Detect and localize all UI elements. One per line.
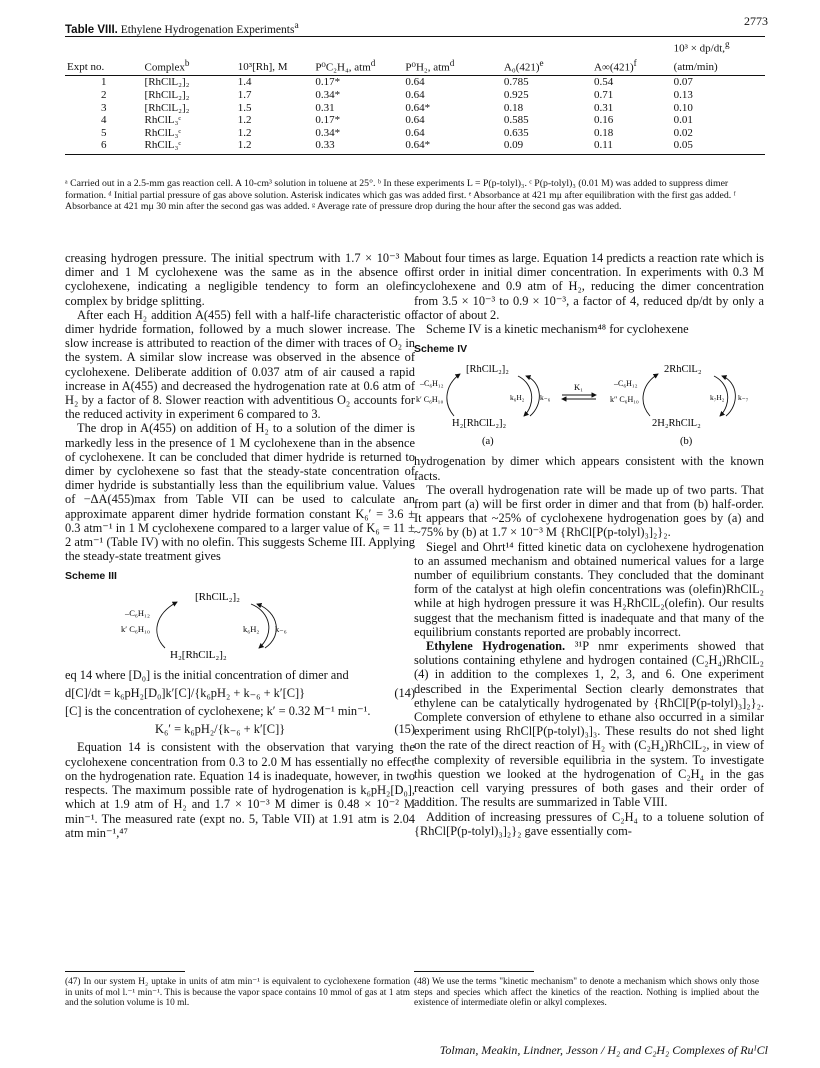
scheme-iii-arrow-right-up bbox=[257, 604, 276, 648]
equation-14-body: d[C]/dt = k₆pH₂[D₀]k′[C]/{k₆pH₂ + k₋₆ + k′[C]} bbox=[65, 685, 306, 700]
header-p-c2h4: P⁰C₂H₄, atm$^d$ bbox=[313, 56, 403, 76]
table-label: Table VIII. bbox=[65, 23, 118, 36]
scheme-iii-top: [RhClL₂]₂ bbox=[195, 590, 240, 603]
scheme-iii-right-bottom: k₋₆ bbox=[275, 623, 287, 634]
scheme-iii-diagram bbox=[65, 586, 415, 664]
footnote-rule-right bbox=[414, 971, 534, 972]
scheme-iv-b-arrow-left bbox=[643, 374, 658, 416]
right-column bbox=[414, 251, 764, 838]
scheme-iii-arrow-left bbox=[157, 602, 177, 648]
page-number: 2773 bbox=[744, 14, 768, 28]
header-rate-line1: 10³ × dp/dt,$^g$ bbox=[672, 37, 765, 56]
scheme-iv-a-bottom: H₂[RhClL₂]₂ bbox=[452, 418, 507, 430]
table-row: 5 RhClL₃ᶜ 1.2 0.34* 0.64 0.635 0.18 0.02 bbox=[101, 126, 693, 139]
scheme-iv-equilibrium-constant: K₁ bbox=[574, 382, 584, 393]
paragraph: Addition of increasing pressures of C₂H₄ to a toluene solution of {RhCl[P(p-tolyl)₃]₂}₂ gave essentially com- bbox=[414, 809, 764, 838]
paragraph: Ethylene Hydrogenation. ³¹P nmr experiments showed that solutions containing ethylene and hydrogen contained (C₂H₄)RhClL₂ (4) in addition to the complexes 1, 2, 3, and 6. One experiment described in the Experimental Section clearly demonstrates that ethylene can be catalytically hydrogenated by {RhCl[P(p-tolyl)₃]₂}₂. Complete conversion of ethylene to ethane also occurred in a similar experiment using RhCl[P(p-tolyl)₃]₃. These results do not shed light on the rate of the direct reaction of H₂ with (C₂H₄)RhClL₂, in view of the complexity of reversible equilibria in the system. To investigate this question we looked at the hydrogenation of C₂H₄ in the gas reaction cell varying pressures of both gases and their order of addition. The results are summarized in Table VIII. bbox=[414, 639, 764, 810]
table-title-sup: a bbox=[294, 20, 299, 31]
table-row: 4 RhClL₃ᶜ 1.2 0.17* 0.64 0.585 0.16 0.01 bbox=[101, 114, 693, 127]
paragraph: hydrogenation by dimer which appears consistent with the known facts. bbox=[414, 454, 764, 483]
scheme-iv-b-left-top: –C₆H₁₂ bbox=[614, 379, 638, 389]
running-head: Tolman, Meakin, Lindner, Jesson / H₂ and C₂H₂ Complexes of RuᴵCl bbox=[439, 1043, 768, 1057]
header-rate-line2: (atm/min) bbox=[672, 56, 765, 76]
scheme-iv-b-right-bottom: k₋₇ bbox=[738, 393, 749, 403]
scheme-iv-b-top: 2RhClL₂ bbox=[664, 364, 702, 376]
paragraph: After each H₂ addition A(455) fell with a half-life characteristic of dimer hydride formation, followed by a much slower increase. The slow increase is attributed to reaction of the dimer with traces of O₂ in the system. A similar slow increase was observed in the absence of cyclohexene. Deliberate addition of 0.037 atm of air caused a rapid increase in A(455) and decreased the hydrogenation rate at 0.6 atm of H₂ by a factor of 8. Slower reaction with adventitious O₂ accounts for the reduced activity in experiment 6 compared to 3. bbox=[65, 307, 415, 422]
header-expt-no: Expt no. bbox=[65, 56, 143, 76]
header-rh-conc: 10³[Rh], M bbox=[236, 56, 314, 76]
scheme-iv-b-right-top: k₇H₂ bbox=[710, 393, 725, 403]
header-p-h2: P⁰H₂, atm$^d$ bbox=[403, 56, 502, 76]
header-complex: Complex$^b$ bbox=[143, 56, 236, 76]
scheme-iv-a-arrow-left bbox=[447, 374, 460, 416]
table-row: 6 RhClL₃ᶜ 1.2 0.33 0.64* 0.09 0.11 0.05 bbox=[65, 139, 765, 154]
scheme-iv-a-right-top: k₆H₂ bbox=[510, 393, 525, 403]
scheme-iv-a-right-bottom: k₋₆ bbox=[540, 393, 551, 403]
scheme-iv-diagram bbox=[414, 358, 764, 450]
paragraph: Siegel and Ohrt¹⁴ fitted kinetic data on cyclohexene hydrogenation to an assumed mechanism and obtained numerical values for a large number of equilibrium constants. They concluded that the dominant form of the catalyst at high olefin concentrations was (olefin)RhClL₂ while at high hydrogen pressure it was H₂RhClL₂(olefin). Our results suggest that the mechanism fitted is inadequate and that many of the equilibrium constants reported are probably incorrect. bbox=[414, 539, 764, 639]
paragraph: creasing hydrogen pressure. The initial spectrum with 1.7 × 10⁻³ M dimer and 1 M cyclohexene was the same as in the absence of cyclohexene, indicating a negligible tendency to form an olefin complex by bridge splitting. bbox=[65, 251, 415, 308]
scheme-iv-b-left-bottom: k″ C₆H₁₀ bbox=[610, 395, 639, 405]
scheme-iv-b-bottom: 2H₂RhClL₂ bbox=[652, 418, 701, 430]
ethylene-hydrogenation-table bbox=[65, 36, 765, 155]
equation-14 bbox=[65, 686, 415, 700]
footnote-rule-left bbox=[65, 971, 185, 972]
scheme-iv-label-b: (b) bbox=[680, 436, 693, 448]
paragraph: The drop in A(455) on addition of H₂ to a solution of the dimer is markedly less in the presence of 1 M cyclohexene than in the absence of cyclohexene. It can be concluded that dimer hydride is returned to dimer by cyclohexene so fast that the steady-state concentration of dimer hydride is substantially less than the equilibrium value. Values of −ΔA(455)max from Table VII can be used to calculate an approximate apparent dimer hydride formation constant K₆′ = 3.6 ± 0.3 atm⁻¹ in 1 M cyclohexene compared to a larger value of K₆ = 11 ± 2 atm⁻¹ (Table IV) with no olefin. This suggests Scheme III. Applying the steady-state treatment gives bbox=[65, 421, 415, 564]
paragraph: eq 14 where [D₀] is the initial concentration of dimer and bbox=[65, 667, 349, 682]
scheme-iv-a-left-top: –C₆H₁₂ bbox=[420, 379, 444, 389]
table-row: 3 [RhClL₂]₂ 1.5 0.31 0.64* 0.18 0.31 0.10 bbox=[101, 101, 693, 114]
footnote-48: (48) We use the terms "kinetic mechanism" to denote a mechanism which shows only those steps and species which affect the kinetics of the reaction. Nothing is implied about the existence of intermediate olefin or alkyl complexes. bbox=[414, 977, 759, 1009]
table-title: Ethylene Hydrogenation Experiments bbox=[120, 23, 295, 36]
scheme-iii-label: Scheme III bbox=[65, 570, 117, 583]
paragraph: Scheme IV is a kinetic mechanism⁴⁸ for cyclohexene bbox=[426, 322, 689, 337]
scheme-iv-label: Scheme IV bbox=[414, 343, 468, 356]
scheme-iii-right-top: k₆H₂ bbox=[243, 623, 260, 634]
equation-14-number: (14) bbox=[394, 685, 415, 700]
equation-15-body: K₆′ = k₆pH₂/{k₋₆ + k′[C]} bbox=[155, 722, 286, 737]
equation-15 bbox=[65, 722, 415, 736]
section-heading: Ethylene Hydrogenation. bbox=[426, 639, 566, 654]
table-caption bbox=[65, 20, 299, 36]
scheme-iii-left-top: –C₆H₁₂ bbox=[125, 607, 150, 618]
footnote-47: (47) In our system H₂ uptake in units of atm min⁻¹ is equivalent to cyclohexene formation in units of mol l.⁻¹ min⁻¹. This is because the vapor space contains 10 mmol of gas at 1 atm and the solution volume is 10 ml. bbox=[65, 977, 410, 1009]
header-ainf: $A\infty(421)^f$ bbox=[592, 56, 672, 76]
equation-15-number: (15) bbox=[394, 722, 415, 737]
table-footnotes: ᵃ Carried out in a 2.5-mm gas reaction cell. A 10-cm³ solution in toluene at 25°. ᵇ In these experiments L = P(p-tolyl)₃. ᶜ P(p-tolyl)₃ (0.01 M) was added to suppress dimer formation. ᵈ Initial partial pressure of gas above solution. Asterisk indicates which gas was added first. ᵉ Absorbance at 421 mμ after equilibration with the first gas added. ᶠ Absorbance at 421 mμ 30 min after the second gas was added. ᵍ Average rate of pressure drop during the hour after the second gas was added. bbox=[65, 178, 736, 212]
scheme-iv-a-left-bottom: k′ C₆H₁₀ bbox=[416, 395, 444, 405]
paragraph: Equation 14 is consistent with the observation that varying the cyclohexene concentration from 0.3 to 2.0 M has essentially no effect on the hydrogenation rate. Equation 14 is inadequate, however, in two respects. The maximum possible rate of hydrogenation is k₆pH₂[D₀], which at 1.9 atm of H₂ and 1.7 × 10⁻³ M dimer is 0.48 × 10⁻² M min⁻¹. The measured rate (expt no. 5, Table VII) at 1.91 atm is 2.04 atm min⁻¹,⁴⁷ bbox=[65, 740, 415, 840]
left-column bbox=[65, 251, 415, 840]
scheme-iv-a-arrow-right-up bbox=[526, 376, 539, 416]
paragraph: [C] is the concentration of cyclohexene; k′ = 0.32 M⁻¹ min⁻¹. bbox=[65, 704, 371, 719]
paragraph: about four times as large. Equation 14 predicts a reaction rate which is first order in initial dimer concentration. In experiments with 0.3 M cyclohexene and 0.9 atm of H₂, reducing the dimer concentration from 3.5 × 10⁻³ to 0.9 × 10⁻³, a factor of 4, reduced dp/dt by only a factor of about 2. bbox=[414, 251, 764, 322]
scheme-iii-left-bottom: k′ C₆H₁₀ bbox=[121, 623, 150, 634]
header-a0: $A_0(421)^e$ bbox=[502, 56, 592, 76]
scheme-iv-a-top: [RhClL₂]₂ bbox=[466, 364, 509, 376]
scheme-iv-label-a: (a) bbox=[482, 436, 494, 448]
paragraph: The overall hydrogenation rate will be made up of two parts. That from part (a) will be first order in dimer and that from (b) half-order. It appears that ~25% of cyclohexene hydrogenation goes by (a) and ~75% by (b) at 1.7 × 10⁻³ M {RhCl[P(p-tolyl)₃]₂}₂. bbox=[414, 482, 764, 540]
scheme-iii-bottom: H₂[RhClL₂]₂ bbox=[170, 648, 227, 661]
table-row: 2 [RhClL₂]₂ 1.7 0.34* 0.64 0.925 0.71 0.13 bbox=[101, 88, 693, 101]
table-row: 1 [RhClL₂]₂ 1.4 0.17* 0.64 0.785 0.54 0.07 bbox=[101, 76, 693, 89]
